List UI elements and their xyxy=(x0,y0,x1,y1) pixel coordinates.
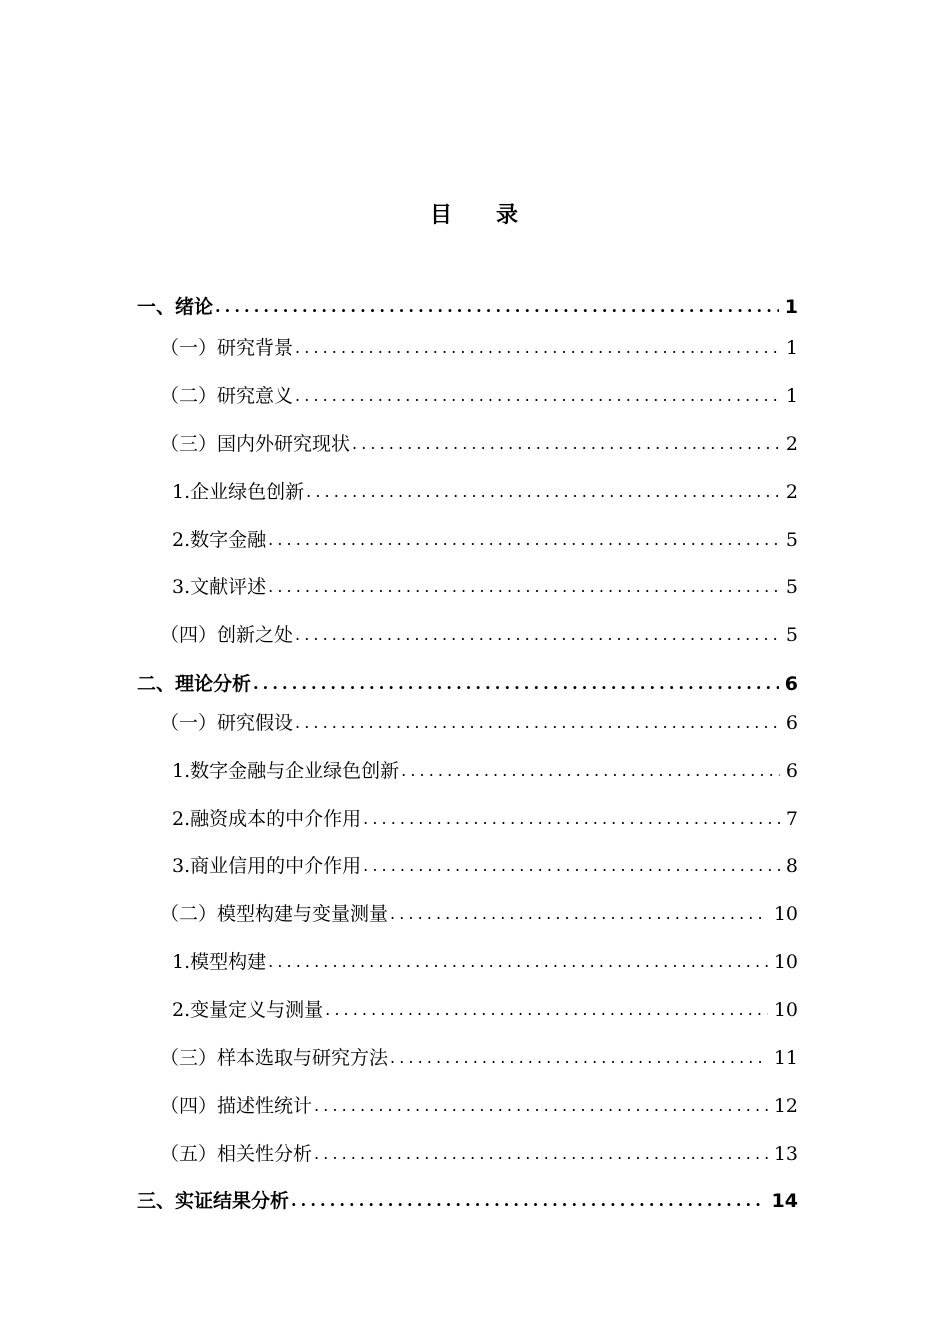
page-title-part2: 录 xyxy=(496,203,521,228)
toc-entry-page: 6 xyxy=(785,760,798,782)
toc-entry-page: 1 xyxy=(784,296,798,318)
toc-entry-page: 13 xyxy=(773,1143,798,1165)
toc-leader-dots xyxy=(268,525,780,555)
toc-leader-dots xyxy=(314,1139,768,1169)
toc-leader-dots xyxy=(291,1186,766,1216)
toc-leader-dots xyxy=(295,333,780,363)
toc-leader-dots xyxy=(295,620,780,650)
toc-entry-label: 1.模型构建 xyxy=(172,951,267,973)
toc-entry[interactable] xyxy=(172,947,798,977)
toc-entry-page: 8 xyxy=(785,855,798,877)
toc-entry-page: 6 xyxy=(784,673,798,695)
toc-leader-dots xyxy=(390,899,768,929)
toc-entry-label: （二）模型构建与变量测量 xyxy=(160,903,389,925)
toc-entry-page: 6 xyxy=(785,712,798,734)
toc-entry-page: 1 xyxy=(785,337,798,359)
toc-entry-page: 10 xyxy=(773,951,798,973)
toc-entry[interactable] xyxy=(160,899,798,929)
toc-entry-page: 10 xyxy=(773,903,798,925)
toc-entry-label: （四）创新之处 xyxy=(160,624,294,646)
toc-entry-page: 14 xyxy=(771,1190,798,1212)
toc-leader-dots xyxy=(352,429,780,459)
toc-entry-label: 2.变量定义与测量 xyxy=(172,999,324,1021)
toc-entry-label: （一）研究背景 xyxy=(160,337,294,359)
toc-entry-page: 7 xyxy=(785,808,798,830)
toc-entry-label: 1.企业绿色创新 xyxy=(172,481,305,503)
toc-entry[interactable] xyxy=(160,381,798,411)
toc-leader-dots xyxy=(268,947,768,977)
toc-leader-dots xyxy=(306,477,780,507)
toc-entry-page: 2 xyxy=(785,481,798,503)
toc-leader-dots xyxy=(390,1043,768,1073)
toc-entry-label: 2.数字金融 xyxy=(172,529,267,551)
toc-entry-label: （三）样本选取与研究方法 xyxy=(160,1047,389,1069)
toc-leader-dots xyxy=(295,381,780,411)
toc-entry-label: （五）相关性分析 xyxy=(160,1143,313,1165)
toc-entry[interactable] xyxy=(160,1043,798,1073)
toc-entry-label: （一）研究假设 xyxy=(160,712,294,734)
toc-leader-dots xyxy=(253,669,779,699)
page-title xyxy=(0,198,950,229)
toc-entry-page: 5 xyxy=(785,624,798,646)
toc-entry-page: 10 xyxy=(773,999,798,1021)
toc-entry[interactable] xyxy=(172,756,798,786)
toc-leader-dots xyxy=(363,851,780,881)
toc-entry-label: 3.商业信用的中介作用 xyxy=(172,855,362,877)
toc-entry[interactable] xyxy=(172,995,798,1025)
toc-entry-label: 1.数字金融与企业绿色创新 xyxy=(172,760,400,782)
toc-entry[interactable] xyxy=(160,1091,798,1121)
toc-entry-page: 2 xyxy=(785,433,798,455)
toc-entry-page: 5 xyxy=(785,576,798,598)
toc-entry-label: 3.文献评述 xyxy=(172,576,267,598)
toc-entry[interactable] xyxy=(172,804,798,834)
toc-entry-page: 5 xyxy=(785,529,798,551)
toc-leader-dots xyxy=(363,804,780,834)
toc-entry-label: 一、绪论 xyxy=(137,296,214,318)
toc-entry[interactable] xyxy=(137,669,798,699)
toc-leader-dots xyxy=(314,1091,768,1121)
toc-entry[interactable] xyxy=(160,708,798,738)
toc-entry-label: （二）研究意义 xyxy=(160,385,294,407)
toc-entry-label: 三、实证结果分析 xyxy=(137,1190,290,1212)
toc-entry-label: （四）描述性统计 xyxy=(160,1095,313,1117)
toc-leader-dots xyxy=(295,708,780,738)
toc-entry-page: 11 xyxy=(773,1047,798,1069)
toc-entry-label: （三）国内外研究现状 xyxy=(160,433,351,455)
toc-entry[interactable] xyxy=(160,333,798,363)
page-title-part1: 目 xyxy=(429,203,454,228)
toc-entry[interactable] xyxy=(172,477,798,507)
toc-entry-label: 2.融资成本的中介作用 xyxy=(172,808,362,830)
toc-entry-label: 二、理论分析 xyxy=(137,673,252,695)
toc-entry[interactable] xyxy=(137,1186,798,1216)
toc-leader-dots xyxy=(325,995,768,1025)
toc-entry-page: 1 xyxy=(785,385,798,407)
toc-entry[interactable] xyxy=(160,620,798,650)
toc-entry[interactable] xyxy=(160,1139,798,1169)
toc-entry[interactable] xyxy=(160,429,798,459)
toc-leader-dots xyxy=(268,572,780,602)
toc-entry[interactable] xyxy=(172,851,798,881)
toc-leader-dots xyxy=(401,756,780,786)
toc-leader-dots xyxy=(215,292,779,322)
toc-entry[interactable] xyxy=(137,292,798,322)
toc-entry[interactable] xyxy=(172,572,798,602)
toc-entry-page: 12 xyxy=(773,1095,798,1117)
toc-entry[interactable] xyxy=(172,525,798,555)
